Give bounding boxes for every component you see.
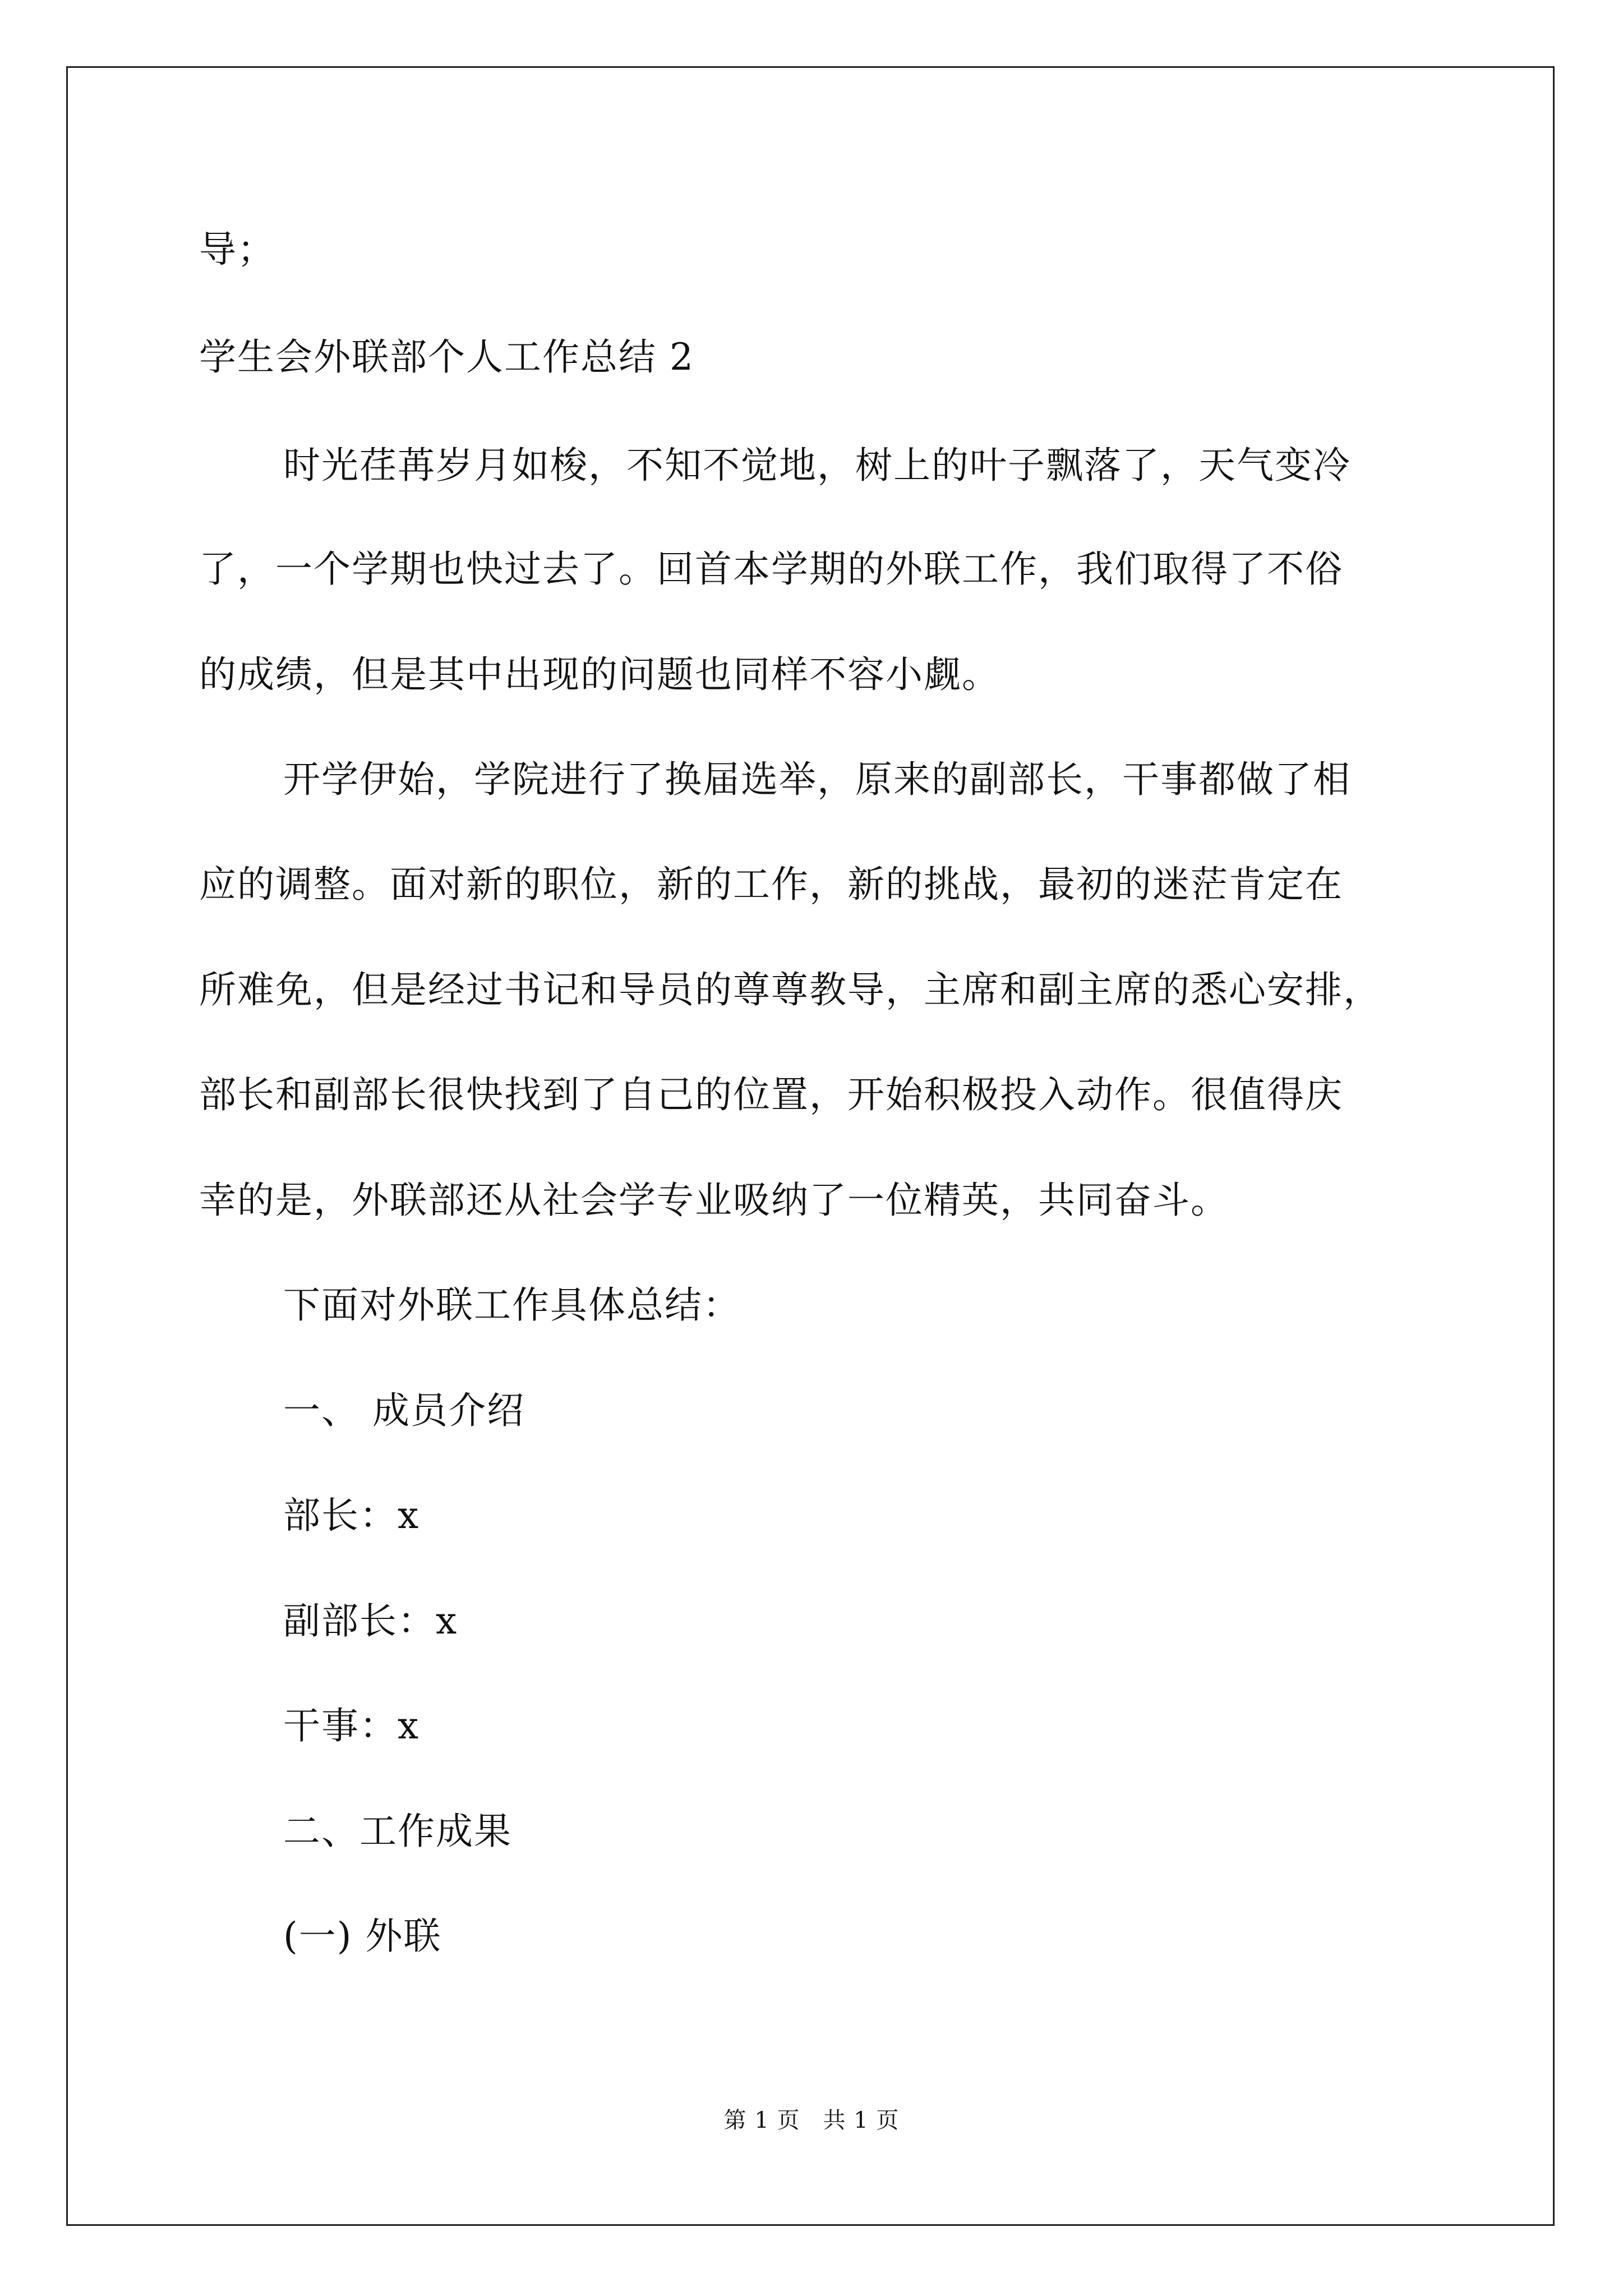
paragraph-line: 时光荏苒岁月如梭，不知不觉地，树上的叶子飘落了，天气变冷 [283,444,1351,487]
text-line-continuation: 导； [199,228,275,271]
paragraph-line: 开学伊始，学院进行了换届选举，原来的副部长，干事都做了相 [283,758,1351,801]
member-minister: 部长：x [283,1494,420,1537]
paragraph-line: 幸的是，外联部还从社会学专业吸纳了一位精英，共同奋斗。 [199,1179,1229,1222]
member-officer: 干事：x [283,1704,420,1747]
heading-results: 二、工作成果 [283,1810,512,1853]
page-footer: 第 1 页 共 1 页 [723,2108,900,2133]
paragraph-line: 了，一个学期也快过去了。回首本学期的外联工作，我们取得了不俗 [199,547,1343,591]
subheading-outreach: (一) 外联 [283,1915,442,1958]
paragraph-line: 下面对外联工作具体总结： [283,1283,741,1327]
paragraph-line: 的成绩，但是其中出现的问题也同样不容小觑。 [199,653,1000,696]
paragraph-line: 应的调整。面对新的职位，新的工作，新的挑战，最初的迷茫肯定在 [199,863,1343,906]
section-title: 学生会外联部个人工作总结 2 [199,335,694,379]
member-vice-minister: 副部长：x [283,1599,458,1642]
paragraph-line: 所难免，但是经过书记和导员的尊尊教导，主席和副主席的悉心安排， [199,968,1381,1011]
page-border [66,66,1555,2226]
heading-members: 一、 成员介绍 [283,1389,525,1432]
paragraph-line: 部长和副部长很快找到了自己的位置，开始积极投入动作。很值得庆 [199,1073,1343,1116]
